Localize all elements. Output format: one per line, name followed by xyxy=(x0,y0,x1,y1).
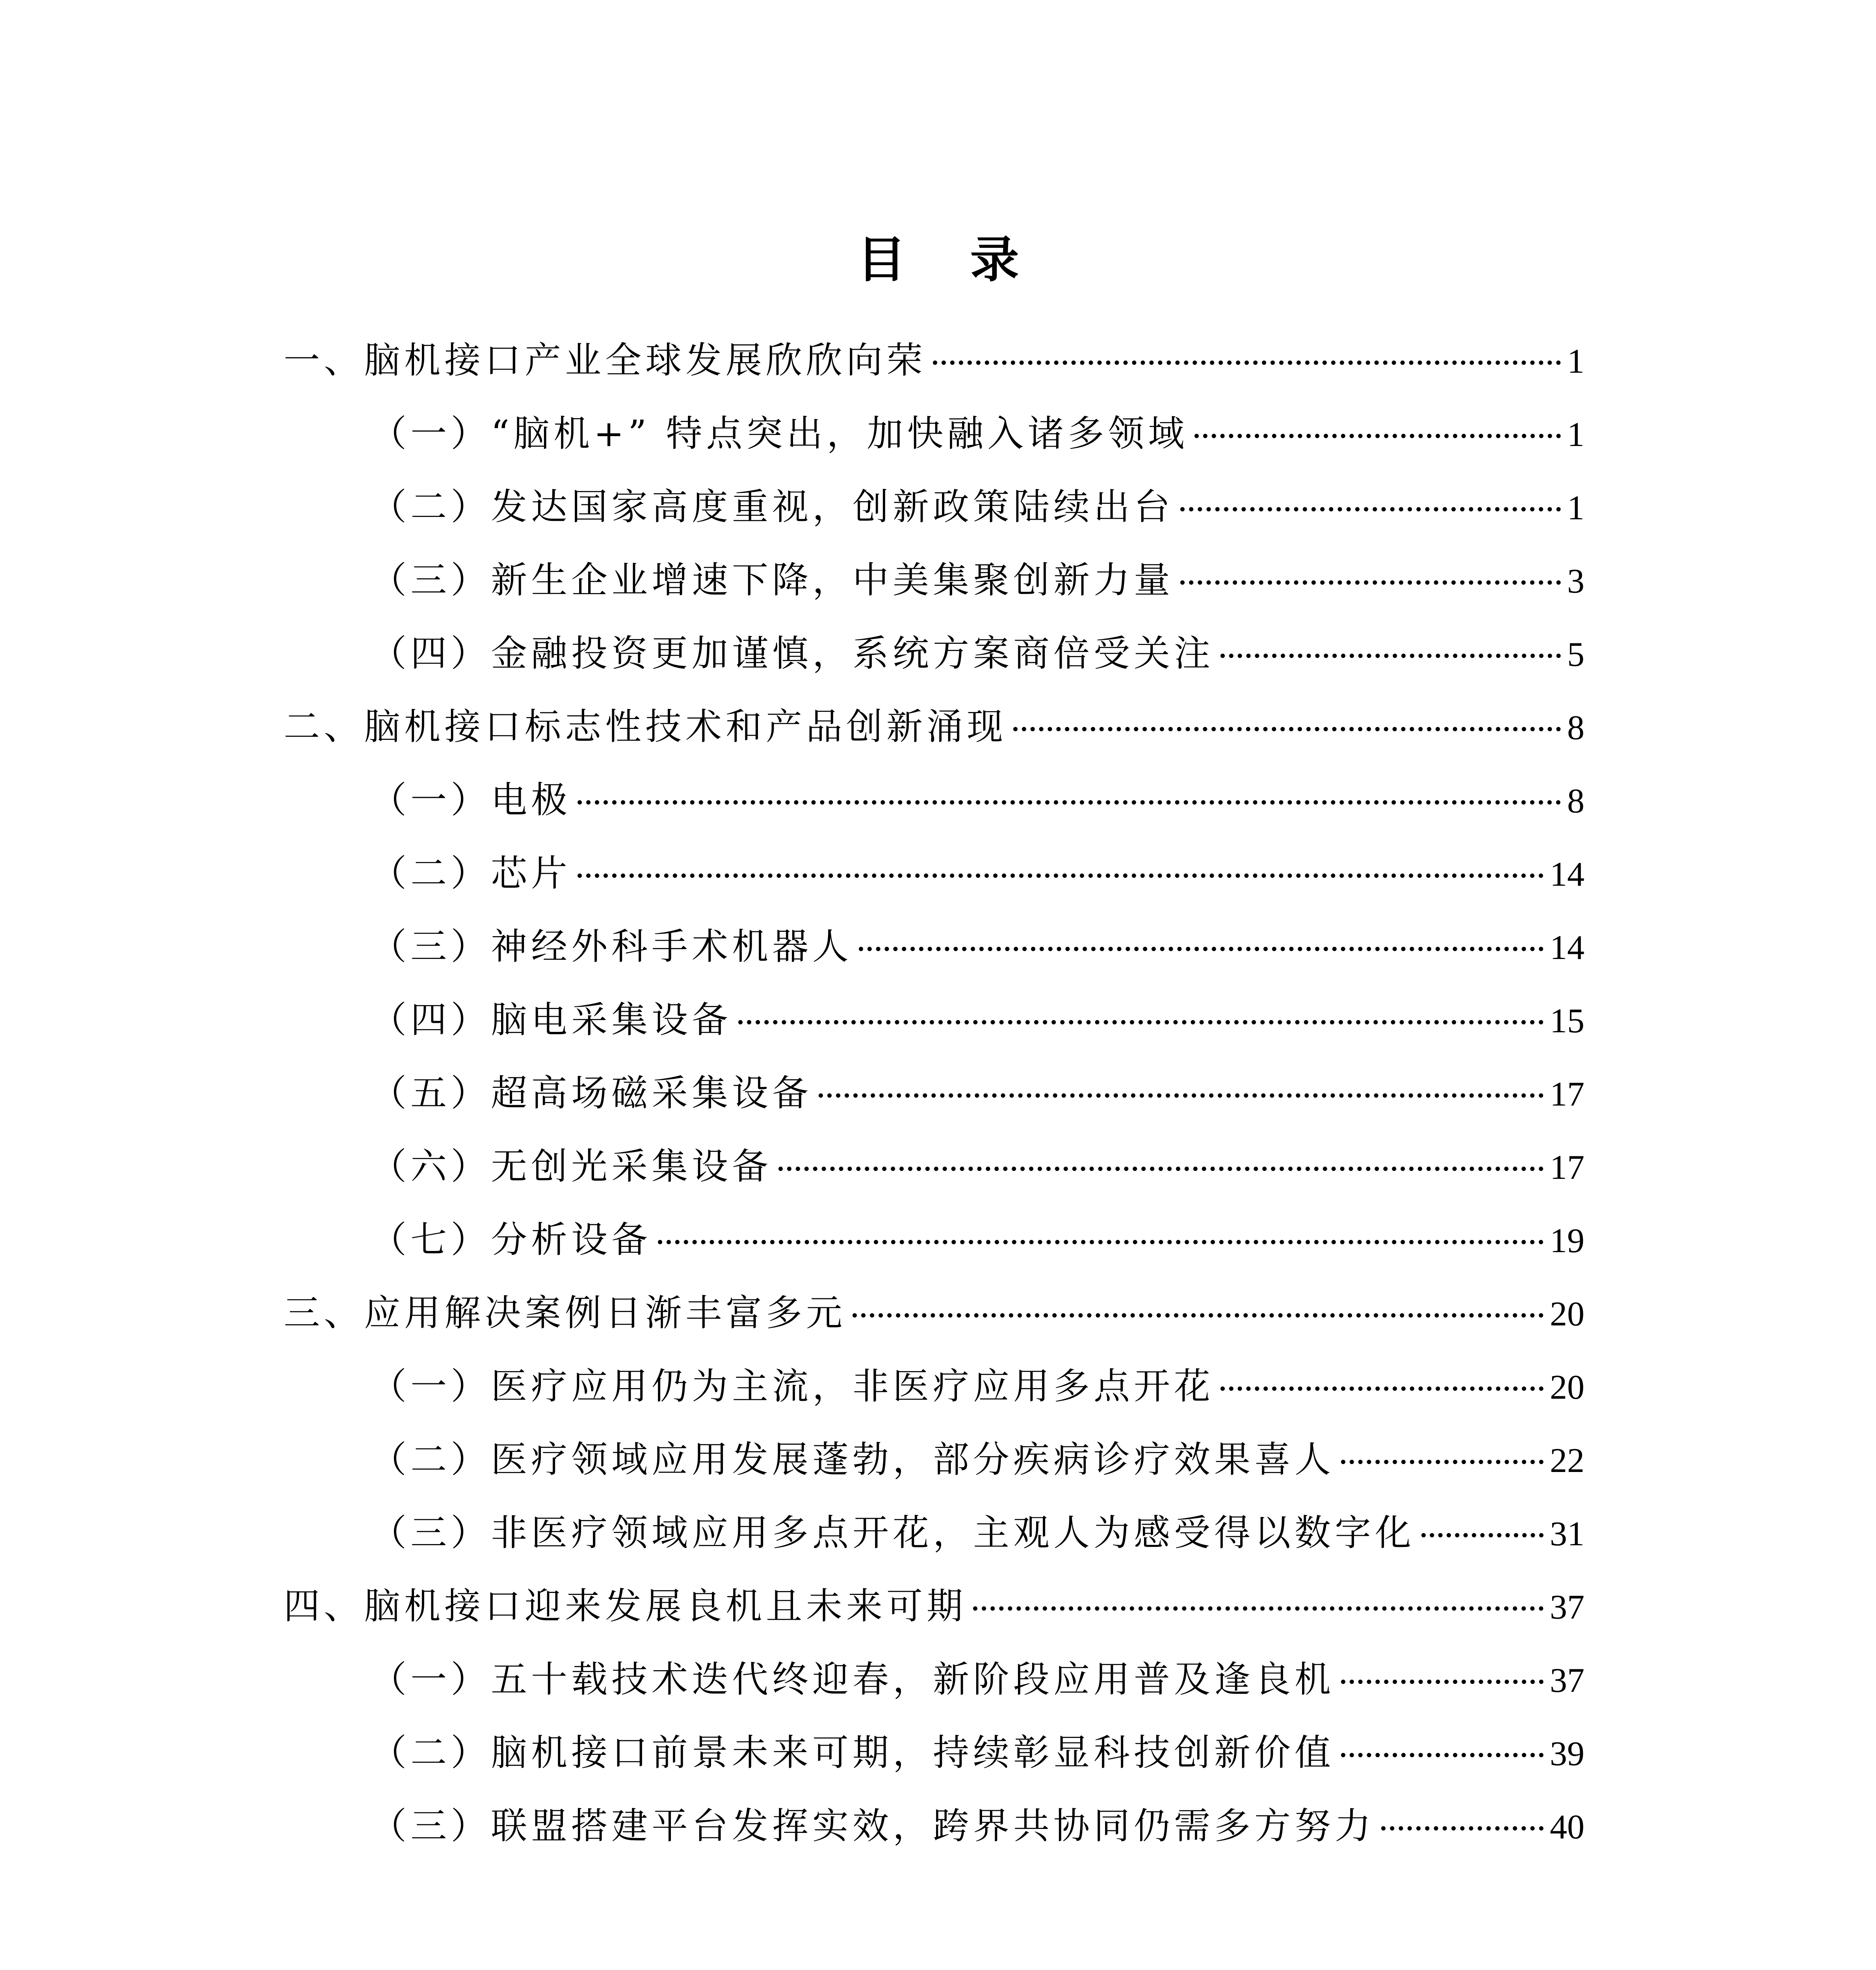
toc-leader-dots xyxy=(1194,434,1561,438)
toc-page-number: 19 xyxy=(1550,1222,1584,1260)
toc-leader-dots xyxy=(578,873,1544,878)
toc-entry-text: （三）联盟搭建平台发挥实效，跨界共协同仍需多方努力 xyxy=(370,1805,1375,1847)
toc-entry-text: 一、脑机接口产业全球发展欣欣向荣 xyxy=(284,339,927,381)
toc-entry-section-1-4[interactable] xyxy=(370,628,1584,679)
toc-leader-dots xyxy=(973,1606,1544,1611)
toc-page-number: 1 xyxy=(1567,416,1584,454)
toc-entry-section-1-3[interactable] xyxy=(370,555,1584,606)
toc-leader-dots xyxy=(1421,1533,1544,1537)
toc-entry-text: （一）医疗应用仍为主流，非医疗应用多点开花 xyxy=(370,1365,1215,1407)
toc-page-number: 15 xyxy=(1550,1002,1584,1040)
toc-leader-dots xyxy=(1381,1826,1544,1831)
toc-page-number: 8 xyxy=(1567,782,1584,820)
toc-entry-section-2-6[interactable] xyxy=(370,1141,1584,1192)
toc-page-number: 20 xyxy=(1550,1368,1584,1407)
toc-page-number: 40 xyxy=(1550,1808,1584,1846)
toc-leader-dots xyxy=(819,1093,1544,1098)
toc-page-number: 17 xyxy=(1550,1149,1584,1187)
toc-entry-section-3-3[interactable] xyxy=(370,1507,1584,1559)
toc-entry-text: （六）无创光采集设备 xyxy=(370,1145,773,1188)
toc-page-number: 22 xyxy=(1550,1442,1584,1480)
toc-page-number: 1 xyxy=(1567,489,1584,527)
toc-entry-text: （二）发达国家高度重视，创新政策陆续出台 xyxy=(370,486,1174,528)
toc-entry-text: 三、应用解决案例日渐丰富多元 xyxy=(284,1292,847,1334)
toc-entry-chapter-2[interactable] xyxy=(284,701,1584,753)
toc-entry-section-2-5[interactable] xyxy=(370,1068,1584,1119)
toc-entry-text: （四）脑电采集设备 xyxy=(370,999,732,1041)
toc-entry-section-4-2[interactable] xyxy=(370,1727,1584,1779)
toc-page-number: 8 xyxy=(1567,709,1584,747)
toc-entry-section-4-3[interactable] xyxy=(370,1801,1584,1852)
toc-entry-section-3-1[interactable] xyxy=(370,1361,1584,1412)
toc-title: 目 录 xyxy=(857,232,1043,288)
toc-leader-dots xyxy=(1180,580,1561,585)
toc-leader-dots xyxy=(1341,1753,1544,1757)
toc-entry-chapter-3[interactable] xyxy=(284,1288,1584,1339)
toc-entry-chapter-4[interactable] xyxy=(284,1581,1584,1632)
toc-entry-text: 四、脑机接口迎来发展良机且未来可期 xyxy=(284,1585,967,1627)
toc-entry-section-1-2[interactable] xyxy=(370,481,1584,533)
toc-entry-text: 二、脑机接口标志性技术和产品创新涌现 xyxy=(284,706,1007,748)
toc-page-number: 37 xyxy=(1550,1588,1584,1626)
toc-entry-text: （三）新生企业增速下降，中美集聚创新力量 xyxy=(370,559,1174,601)
toc-leader-dots xyxy=(1341,1680,1544,1684)
toc-page-number: 3 xyxy=(1567,562,1584,600)
toc-leader-dots xyxy=(1220,1386,1544,1391)
toc-leader-dots xyxy=(859,947,1544,951)
toc-entry-section-3-2[interactable] xyxy=(370,1434,1584,1485)
toc-entry-text: （四）金融投资更加谨慎，系统方案商倍受关注 xyxy=(370,632,1215,675)
toc-entry-section-2-4[interactable] xyxy=(370,994,1584,1046)
toc-entry-text: （一）“脑机+” 特点突出，加快融入诸多领域 xyxy=(370,413,1189,455)
toc-entry-text: （一）五十载技术迭代终迎春，新阶段应用普及逢良机 xyxy=(370,1658,1335,1701)
toc-leader-dots xyxy=(578,800,1561,805)
toc-entry-section-2-1[interactable] xyxy=(370,775,1584,826)
toc-page-number: 31 xyxy=(1550,1515,1584,1553)
toc-entry-text: （七）分析设备 xyxy=(370,1219,652,1261)
toc-entry-text: （二）脑机接口前景未来可期，持续彰显科技创新价值 xyxy=(370,1732,1335,1774)
toc-page-number: 5 xyxy=(1567,636,1584,674)
toc-leader-dots xyxy=(658,1240,1544,1244)
toc-entry-text: （三）神经外科手术机器人 xyxy=(370,926,853,968)
toc-page-number: 14 xyxy=(1550,929,1584,967)
toc-leader-dots xyxy=(933,361,1561,365)
toc-entry-text: （五）超高场磁采集设备 xyxy=(370,1072,813,1114)
toc-page-number: 20 xyxy=(1550,1295,1584,1333)
toc-leader-dots xyxy=(1013,727,1561,731)
toc-page-number: 17 xyxy=(1550,1075,1584,1113)
toc-leader-dots xyxy=(778,1167,1544,1171)
toc-leader-dots xyxy=(1180,507,1561,511)
toc-entry-text: （二）芯片 xyxy=(370,852,572,894)
toc-entry-section-2-7[interactable] xyxy=(370,1214,1584,1266)
toc-entry-section-2-2[interactable] xyxy=(370,848,1584,899)
toc-page-number: 14 xyxy=(1550,855,1584,894)
toc-leader-dots xyxy=(738,1020,1544,1024)
toc-leader-dots xyxy=(1341,1460,1544,1464)
toc-entry-chapter-1[interactable] xyxy=(284,335,1584,386)
toc-entry-section-4-1[interactable] xyxy=(370,1654,1584,1705)
toc-entry-section-1-1[interactable] xyxy=(370,408,1584,459)
toc-page-number: 37 xyxy=(1550,1661,1584,1700)
toc-entry-text: （一）电极 xyxy=(370,779,572,821)
toc-entry-section-2-3[interactable] xyxy=(370,921,1584,972)
toc-leader-dots xyxy=(853,1313,1544,1318)
toc-entry-text: （二）医疗领域应用发展蓬勃，部分疾病诊疗效果喜人 xyxy=(370,1438,1335,1481)
toc-page-number: 1 xyxy=(1567,342,1584,381)
toc-leader-dots xyxy=(1220,654,1561,658)
toc-page-number: 39 xyxy=(1550,1735,1584,1773)
toc-entry-text: （三）非医疗领域应用多点开花，主观人为感受得以数字化 xyxy=(370,1512,1415,1554)
